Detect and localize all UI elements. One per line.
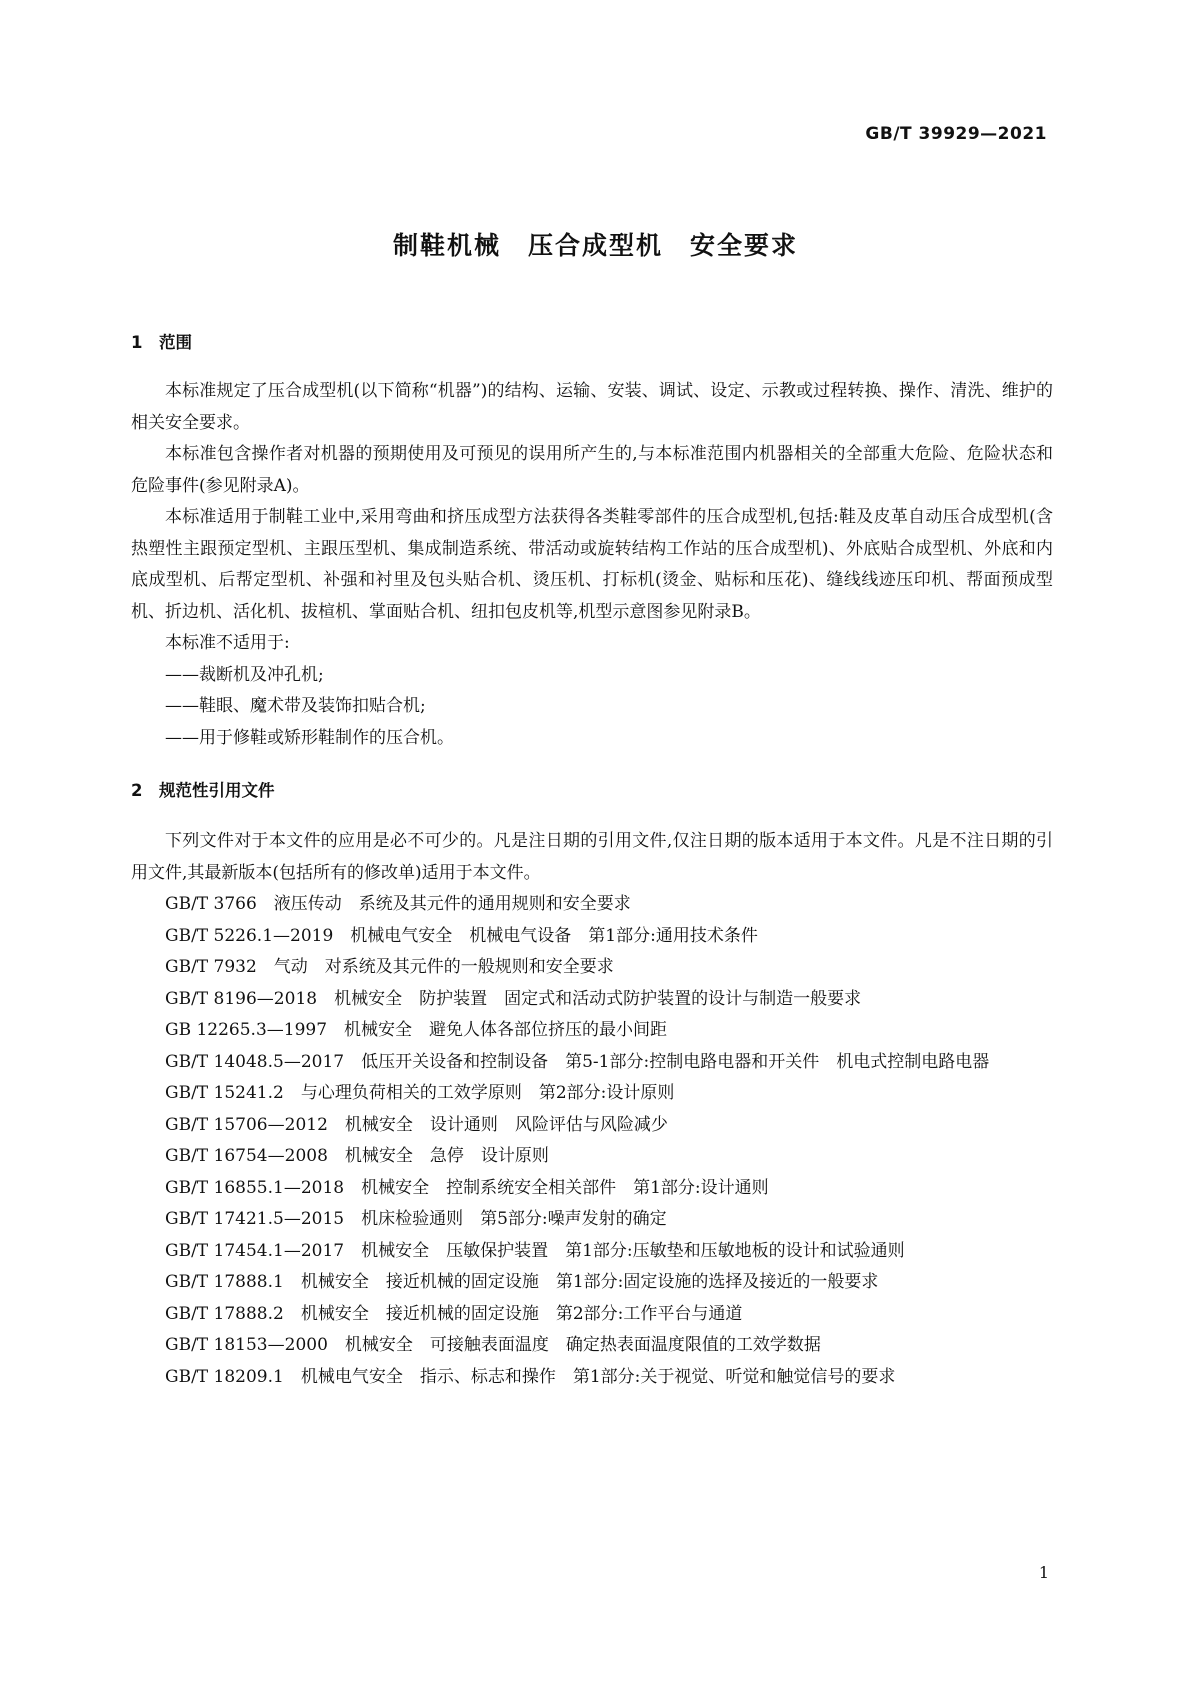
exclusion-item: ——裁断机及冲孔机; [165,664,324,685]
section-heading-scope: 1 范围 [131,333,192,352]
reference-item: GB/T 15241.2 与心理负荷相关的工效学原则 第2部分:设计原则 [165,1083,675,1103]
exclusion-item: ——鞋眼、魔术带及装饰扣贴合机; [165,696,426,716]
reference-item: GB/T 15706—2012 机械安全 设计通则 风险评估与风险减少 [165,1114,668,1135]
reference-item: GB/T 7932 气动 对系统及其元件的一般规则和安全要求 [165,957,614,977]
reference-item: GB/T 5226.1—2019 机械电气安全 机械电气设备 第1部分:通用技术条件 [165,925,758,946]
reference-item: GB/T 17888.2 机械安全 接近机械的固定设施 第2部分:工作平台与通道 [165,1303,743,1324]
scope-paragraph: 本标准不适用于: [165,633,290,653]
reference-item: GB/T 17888.1 机械安全 接近机械的固定设施 第1部分:固定设施的选择及接近的一般要求 [165,1272,879,1292]
reference-item: GB/T 18153—2000 机械安全 可接触表面温度 确定热表面温度限值的工效学数据 [165,1335,821,1355]
reference-item: GB/T 16855.1—2018 机械安全 控制系统安全相关部件 第1部分:设计通则 [165,1177,769,1198]
reference-item: GB/T 3766 液压传动 系统及其元件的通用规则和安全要求 [165,894,631,914]
scope-paragraph: 本标准包含操作者对机器的预期使用及可预见的误用所产生的,与本标准范围内机器相关的全部重大危险、危险状态和危险事件(参见附录A)。 [131,444,1053,496]
reference-item: GB/T 18209.1 机械电气安全 指示、标志和操作 第1部分:关于视觉、听觉和触觉信号的要求 [165,1366,896,1387]
reference-item: GB/T 16754—2008 机械安全 急停 设计原则 [165,1146,549,1166]
section-heading-normative-references: 2 规范性引用文件 [131,781,275,800]
reference-item: GB/T 8196—2018 机械安全 防护装置 固定式和活动式防护装置的设计与制造一般要求 [165,988,862,1009]
reference-item: GB/T 17454.1—2017 机械安全 压敏保护装置 第1部分:压敏垫和压敏地板的设计和试验通则 [165,1240,905,1261]
page-number: 1 [1038,1563,1049,1582]
reference-item: GB/T 17421.5—2015 机床检验通则 第5部分:噪声发射的确定 [165,1209,667,1229]
scope-paragraph: 本标准适用于制鞋工业中,采用弯曲和挤压成型方法获得各类鞋零部件的压合成型机,包括:鞋及皮革自动压合成型机(含热塑性主跟预定型机、主跟压型机、集成制造系统、带活动或旋转结构工作站的压合成型机)、外底贴合成型机、外底和内底成型机、后帮定型机、补强和衬里及包头贴合机、烫压机、打标机(烫金、贴标和压花)、缝线线迹压印机、帮面预成型机、折边机、活化机、拔楦机、掌面贴合机、纽扣包皮机等,机型示意图参见附录B。 [131,507,1053,622]
exclusion-item: ——用于修鞋或矫形鞋制作的压合机。 [165,727,454,748]
references-intro: 下列文件对于本文件的应用是必不可少的。凡是注日期的引用文件,仅注日期的版本适用于本文件。凡是不注日期的引用文件,其最新版本(包括所有的修改单)适用于本文件。 [131,831,1053,883]
standard-number: GB/T 39929—2021 [865,124,1047,144]
reference-item: GB/T 14048.5—2017 低压开关设备和控制设备 第5-1部分:控制电路电器和开关件 机电式控制电路电器 [165,1051,990,1072]
document-body [131,330,1053,1393]
scope-paragraph: 本标准规定了压合成型机(以下简称“机器”)的结构、运输、安装、调试、设定、示教或过程转换、操作、清洗、维护的相关安全要求。 [131,381,1053,433]
document-title: 制鞋机械 压合成型机 安全要求 [392,231,798,260]
reference-item: GB 12265.3—1997 机械安全 避免人体各部位挤压的最小间距 [165,1020,668,1040]
